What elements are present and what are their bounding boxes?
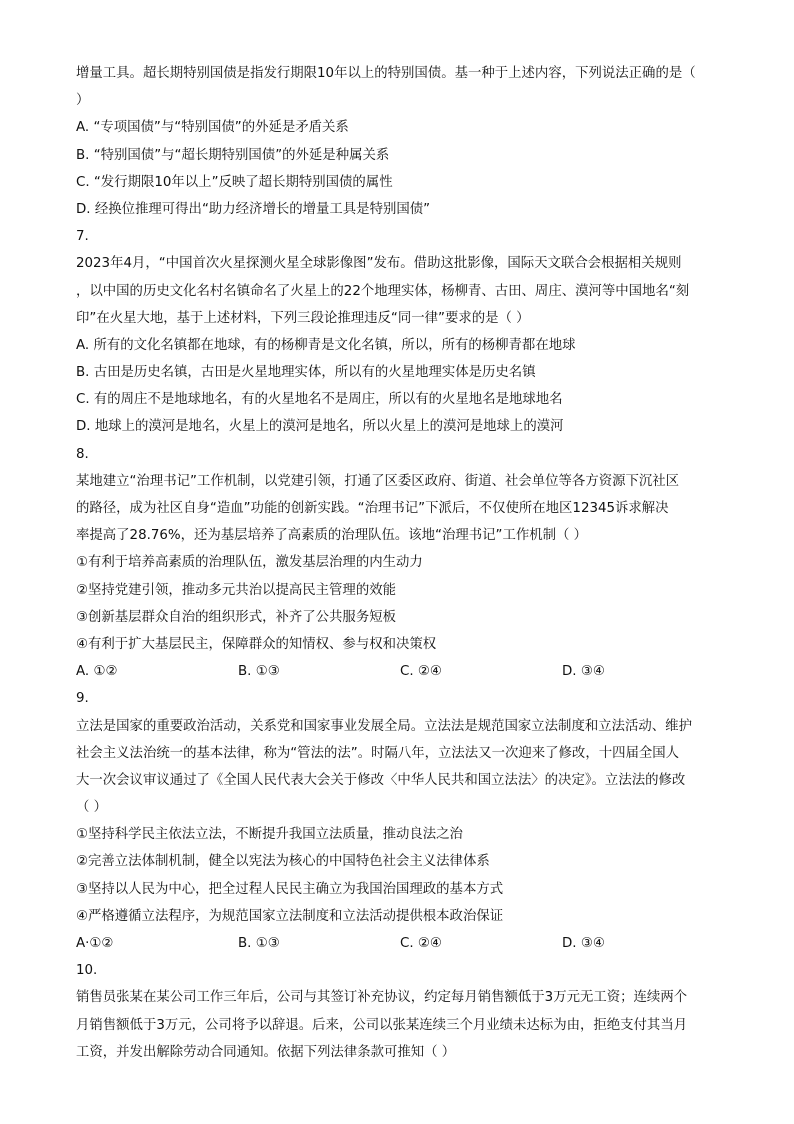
option-c: C. 有的周庄不是地球地名，有的火星地名不是周庄，所以有的火星地名是地球地名: [76, 392, 563, 408]
question-stem-line: （ ）: [76, 800, 108, 816]
question-stem-line: ，以中国的历史文化名村名镇命名了火星上的22个地理实体，杨柳青、古田、周庄、漠河等中国地名“刻: [76, 283, 690, 299]
question-number: 7.: [76, 229, 89, 245]
option-d: D. 地球上的漠河是地名，火星上的漠河是地名，所以火星上的漠河是地球上的漠河: [76, 419, 564, 435]
question-6-continued: [76, 60, 726, 223]
statement-item: ③坚持以人民为中心，把全过程人民民主确立为我国治国理政的基本方式: [76, 881, 504, 897]
question-stem-line: 销售员张某在某公司工作三年后，公司与其签订补充协议，约定每月销售额低于3万元无工资；连续两个: [76, 990, 688, 1006]
choice-c: C. ②④: [400, 664, 442, 680]
question-number: 10.: [76, 963, 98, 979]
answer-choices: [76, 658, 726, 685]
question-9: [76, 685, 726, 957]
exam-page: [76, 60, 726, 1066]
question-8: [76, 441, 726, 686]
question-stem-line: 印”在火星大地，基于上述材料，下列三段论推理违反“同一律”要求的是（ ）: [76, 310, 530, 326]
choice-b: B. ①③: [238, 936, 280, 951]
choice-a: A·①②: [76, 936, 114, 951]
question-stem-line: 2023年4月，“中国首次火星探测火星全球影像图”发布。借助这批影像，国际天文联合会根据相关规则: [76, 256, 682, 272]
option-b: B. 古田是历史名镇，古田是火星地理实体，所以有的火星地理实体是历史名镇: [76, 365, 536, 381]
statement-item: ④严格遵循立法程序，为规范国家立法制度和立法活动提供根本政治保证: [76, 908, 504, 924]
choice-d: D. ③④: [562, 936, 605, 951]
statement-item: ①坚持科学民主依法立法，不断提升我国立法质量，推动良法之治: [76, 827, 463, 843]
question-stem-line: 的路径，成为社区自身“造血”功能的创新实践。“治理书记”下派后，不仅使所在地区12345诉求解决: [76, 501, 669, 516]
question-stem-line: 增量工具。超长期特别国债是指发行期限10年以上的特别国债。基一种于上述内容，下列说法正确的是（: [76, 66, 696, 81]
question-stem-line: 某地建立“治理书记”工作机制，以党建引领，打通了区委区政府、街道、社会单位等各方资源下沉社区: [76, 473, 680, 489]
question-stem-line: ）: [76, 93, 90, 109]
statement-item: ①有利于培养高素质的治理队伍，激发基层治理的内生动力: [76, 555, 423, 571]
answer-choices: [76, 930, 726, 957]
question-number: 9.: [76, 691, 89, 707]
question-stem-line: 社会主义法治统一的基本法律，称为“管法的法”。时隔八年，立法法又一次迎来了修改，十四届全国人: [76, 745, 680, 761]
statement-item: ③创新基层群众自治的组织形式，补齐了公共服务短板: [76, 609, 396, 625]
option-a: A. “专项国债”与“特别国债”的外延是矛盾关系: [76, 120, 349, 136]
question-stem-line: 月销售额低于3万元，公司将予以辞退。后来，公司以张某连续三个月业绩未达标为由，拒绝支付其当月: [76, 1017, 688, 1033]
choice-a: A. ①②: [76, 664, 118, 680]
statement-item: ②坚持党建引领，推动多元共治以提高民主管理的效能: [76, 582, 396, 598]
option-a: A. 所有的文化名镇都在地球，有的杨柳青是文化名镇，所以，所有的杨柳青都在地球: [76, 337, 576, 353]
statement-item: ④有利于扩大基层民主，保障群众的知情权、参与权和决策权: [76, 636, 437, 652]
choice-c: C. ②④: [400, 936, 442, 951]
question-stem-line: 率提高了28.76%，还为基层培养了高素质的治理队伍。该地“治理书记”工作机制（ ）: [76, 528, 588, 544]
statement-item: ②完善立法体制机制，健全以宪法为核心的中国特色社会主义法律体系: [76, 854, 490, 870]
option-c: C. “发行期限10年以上”反映了超长期特别国债的属性: [76, 174, 393, 190]
option-b: B. “特别国债”与“超长期特别国债”的外延是种属关系: [76, 147, 390, 163]
question-number: 8.: [76, 446, 89, 462]
question-stem-line: 工资，并发出解除劳动合同通知。依据下列法律条款可推知（ ）: [76, 1044, 456, 1060]
question-stem-line: 大一次会议审议通过了《全国人民代表大会关于修改〈中华人民共和国立法法〉的决定》。立法法的修改: [76, 772, 686, 788]
choice-d: D. ③④: [562, 664, 605, 680]
question-10: [76, 957, 726, 1066]
question-stem-line: 立法是国家的重要政治活动，关系党和国家事业发展全局。立法法是规范国家立法制度和立法活动、维护: [76, 718, 692, 734]
option-d: D. 经换位推理可得出“助力经济增长的增量工具是特别国债”: [76, 201, 431, 217]
choice-b: B. ①③: [238, 664, 280, 680]
question-7: [76, 223, 726, 441]
